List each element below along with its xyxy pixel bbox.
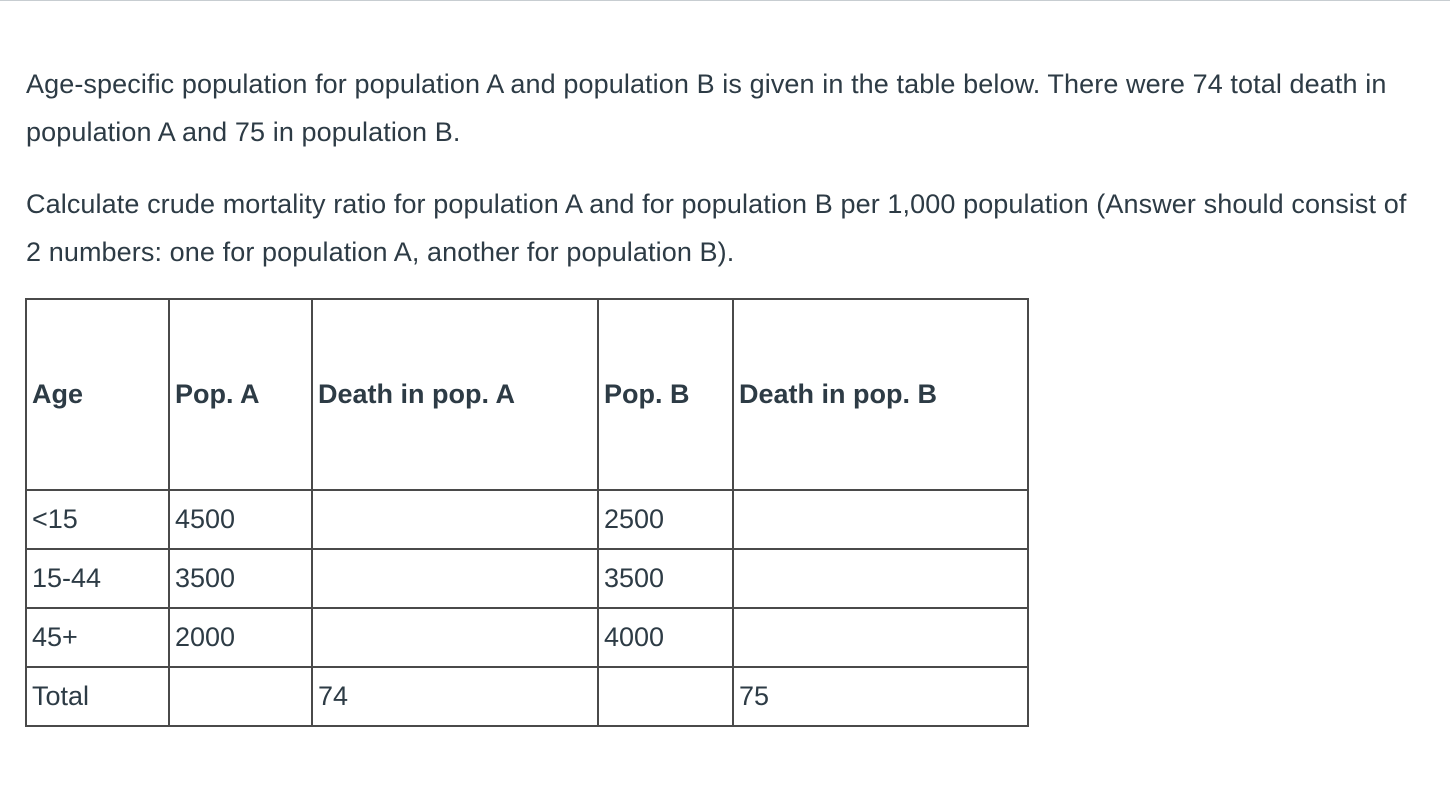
table-header-row [26,299,1028,490]
header-death-pop-b: Death in pop. B [733,299,1028,490]
population-table-container [25,298,1029,727]
cell-age: 15-44 [26,549,169,608]
cell-pop-b: 3500 [598,549,733,608]
cell-death-pop-a [312,490,598,549]
cell-death-pop-b [733,490,1028,549]
cell-age: <15 [26,490,169,549]
cell-death-pop-a [312,608,598,667]
top-divider [0,0,1450,1]
question-intro-text: Age-specific population for population A and population B is given in the table below. There were 74 total death in population A and 75 in population B. [26,69,1387,147]
cell-pop-a [169,667,312,726]
cell-death-pop-b: 75 [733,667,1028,726]
cell-pop-b: 2500 [598,490,733,549]
header-pop-b: Pop. B [598,299,733,490]
cell-pop-b [598,667,733,726]
header-pop-a: Pop. A [169,299,312,490]
cell-pop-a: 2000 [169,608,312,667]
table-row [26,490,1028,549]
cell-death-pop-b [733,549,1028,608]
cell-pop-b: 4000 [598,608,733,667]
cell-age: 45+ [26,608,169,667]
question-instruction-text: Calculate crude mortality ratio for population A and for population B per 1,000 population (Answer should consist of 2 numbers: one for population A, another for population B). [26,189,1407,267]
cell-death-pop-b [733,608,1028,667]
table-row-total [26,667,1028,726]
cell-age: Total [26,667,169,726]
population-table [25,298,1029,727]
cell-pop-a: 3500 [169,549,312,608]
header-death-pop-a: Death in pop. A [312,299,598,490]
header-age: Age [26,299,169,490]
table-row [26,549,1028,608]
cell-death-pop-a [312,549,598,608]
table-row [26,608,1028,667]
cell-pop-a: 4500 [169,490,312,549]
cell-death-pop-a: 74 [312,667,598,726]
